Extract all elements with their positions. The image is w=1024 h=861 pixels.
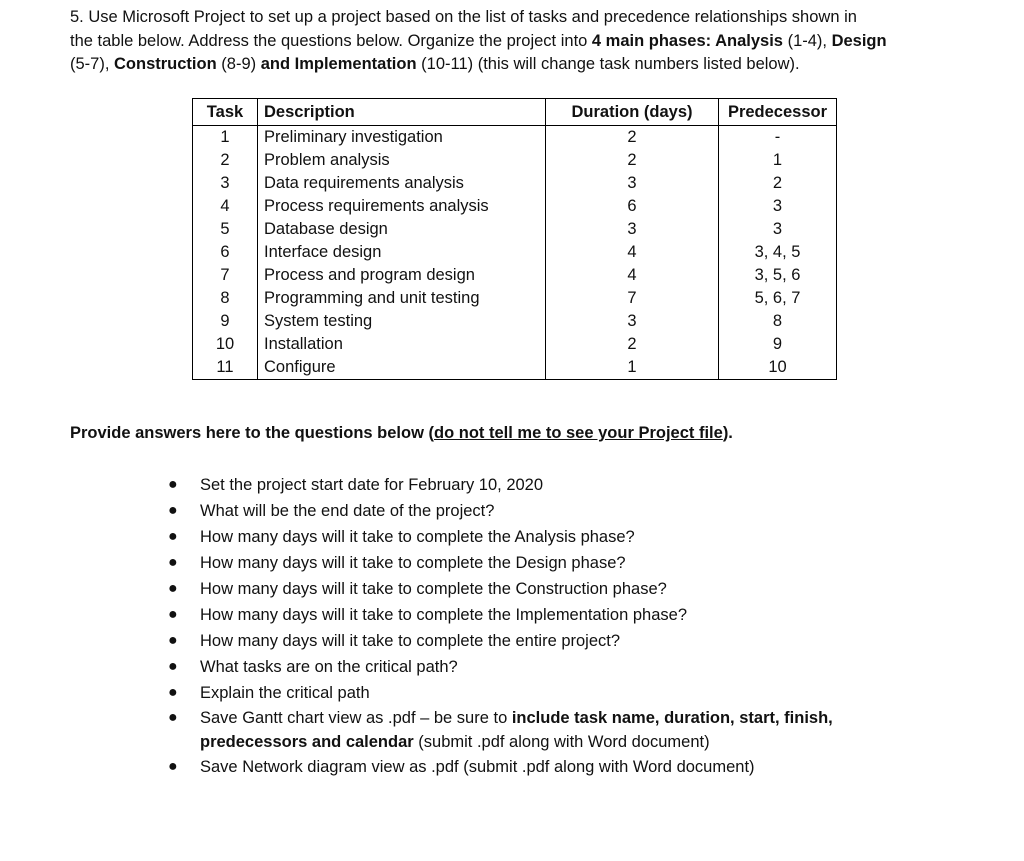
- cell-duration: 6: [546, 195, 719, 218]
- intro-line-3e: (10-11) (this will change task numbers listed below).: [416, 55, 800, 73]
- cell-description: Interface design: [258, 241, 546, 264]
- cell-description: Configure: [258, 356, 546, 380]
- list-item: [168, 602, 888, 628]
- cell-predecessor: 3: [719, 195, 837, 218]
- cell-duration: 7: [546, 287, 719, 310]
- table-row: [193, 333, 837, 356]
- cell-task: 4: [193, 195, 258, 218]
- question-text: Explain the critical path: [200, 684, 370, 702]
- cell-duration: 1: [546, 356, 719, 380]
- intro-phase-construction: Construction: [114, 55, 217, 73]
- cell-task: 10: [193, 333, 258, 356]
- intro-paragraph: [70, 6, 970, 77]
- cell-task: 6: [193, 241, 258, 264]
- question-list: [168, 472, 888, 780]
- bullet-icon: ●: [168, 684, 178, 701]
- list-item: [168, 576, 888, 602]
- question-text: Save Gantt chart view as .pdf – be sure to: [200, 709, 512, 727]
- cell-predecessor: 9: [719, 333, 837, 356]
- cell-task: 9: [193, 310, 258, 333]
- cell-duration: 3: [546, 310, 719, 333]
- question-text: What will be the end date of the project?: [200, 502, 495, 520]
- list-item: [168, 524, 888, 550]
- header-description: Description: [258, 99, 546, 126]
- question-text: How many days will it take to complete the Construction phase?: [200, 580, 667, 598]
- cell-task: 2: [193, 149, 258, 172]
- table-row: [193, 356, 837, 380]
- list-item: [168, 706, 888, 754]
- intro-line-3a: (5-7),: [70, 55, 115, 73]
- bullet-icon: ●: [168, 580, 178, 597]
- cell-task: 3: [193, 172, 258, 195]
- table-row: [193, 241, 837, 264]
- cell-predecessor: 10: [719, 356, 837, 380]
- cell-predecessor: 1: [719, 149, 837, 172]
- intro-phase-implementation: and Implementation: [260, 55, 417, 73]
- cell-description: System testing: [258, 310, 546, 333]
- cell-description: Programming and unit testing: [258, 287, 546, 310]
- table-row: [193, 264, 837, 287]
- answers-heading: [70, 424, 733, 443]
- intro-line-3c: (8-9): [216, 55, 261, 73]
- cell-description: Database design: [258, 218, 546, 241]
- question-text: How many days will it take to complete the Implementation phase?: [200, 606, 687, 624]
- list-item: [168, 550, 888, 576]
- intro-phases-analysis: 4 main phases: Analysis: [591, 31, 783, 50]
- question-text: How many days will it take to complete the Analysis phase?: [200, 528, 635, 546]
- bullet-icon: ●: [168, 758, 178, 775]
- bullet-icon: ●: [168, 528, 178, 545]
- bullet-icon: ●: [168, 709, 178, 726]
- table-row: [193, 149, 837, 172]
- list-item: [168, 472, 888, 498]
- answers-heading-prefix: Provide answers here to the questions below (: [70, 424, 434, 442]
- cell-description: Data requirements analysis: [258, 172, 546, 195]
- cell-task: 7: [193, 264, 258, 287]
- intro-phase-design: Design: [831, 31, 887, 50]
- intro-line-2c: (1-4),: [782, 31, 832, 50]
- cell-duration: 4: [546, 264, 719, 287]
- cell-duration: 3: [546, 172, 719, 195]
- question-text-bold: include task name, duration, start, finish, predecessors and calendar: [200, 709, 833, 751]
- table-row: [193, 172, 837, 195]
- list-item: [168, 754, 888, 780]
- cell-description: Process requirements analysis: [258, 195, 546, 218]
- list-item: [168, 628, 888, 654]
- cell-predecessor: 3: [719, 218, 837, 241]
- list-item: [168, 680, 888, 706]
- bullet-icon: ●: [168, 476, 178, 493]
- cell-task: 8: [193, 287, 258, 310]
- table-header-row: [193, 99, 837, 126]
- intro-line-1: 5. Use Microsoft Project to set up a project based on the list of tasks and precedence relationships shown in: [70, 8, 857, 26]
- cell-description: Preliminary investigation: [258, 126, 546, 150]
- cell-predecessor: 8: [719, 310, 837, 333]
- table-row: [193, 218, 837, 241]
- bullet-icon: ●: [168, 502, 178, 519]
- answers-heading-suffix: ).: [722, 424, 733, 442]
- cell-description: Process and program design: [258, 264, 546, 287]
- table-row: [193, 195, 837, 218]
- task-table: [192, 98, 837, 380]
- question-text: What tasks are on the critical path?: [200, 658, 458, 676]
- table-row: [193, 287, 837, 310]
- list-item: [168, 654, 888, 680]
- header-duration: Duration (days): [546, 99, 719, 126]
- cell-predecessor: 3, 4, 5: [719, 241, 837, 264]
- cell-duration: 2: [546, 126, 719, 150]
- list-item: [168, 498, 888, 524]
- question-text: How many days will it take to complete the Design phase?: [200, 554, 626, 572]
- question-text: (submit .pdf along with Word document): [413, 733, 710, 751]
- question-text: Save Network diagram view as .pdf (submit .pdf along with Word document): [200, 758, 755, 776]
- cell-task: 1: [193, 126, 258, 150]
- bullet-icon: ●: [168, 632, 178, 649]
- intro-line-2a: the table below. Address the questions below. Organize the project into: [70, 31, 592, 50]
- cell-predecessor: 3, 5, 6: [719, 264, 837, 287]
- table-row: [193, 310, 837, 333]
- cell-predecessor: 5, 6, 7: [719, 287, 837, 310]
- bullet-icon: ●: [168, 658, 178, 675]
- cell-description: Installation: [258, 333, 546, 356]
- bullet-icon: ●: [168, 606, 178, 623]
- cell-duration: 3: [546, 218, 719, 241]
- cell-predecessor: 2: [719, 172, 837, 195]
- bullet-icon: ●: [168, 554, 178, 571]
- table-row: [193, 126, 837, 150]
- question-text: How many days will it take to complete the entire project?: [200, 632, 621, 650]
- cell-task: 11: [193, 356, 258, 380]
- header-predecessor: Predecessor: [719, 99, 837, 126]
- cell-description: Problem analysis: [258, 149, 546, 172]
- cell-duration: 2: [546, 333, 719, 356]
- cell-task: 5: [193, 218, 258, 241]
- cell-duration: 4: [546, 241, 719, 264]
- question-text: Set the project start date for February 10, 2020: [200, 476, 544, 494]
- header-task: Task: [193, 99, 258, 126]
- cell-predecessor: -: [719, 126, 837, 150]
- cell-duration: 2: [546, 149, 719, 172]
- answers-heading-underlined: do not tell me to see your Project file: [434, 424, 723, 442]
